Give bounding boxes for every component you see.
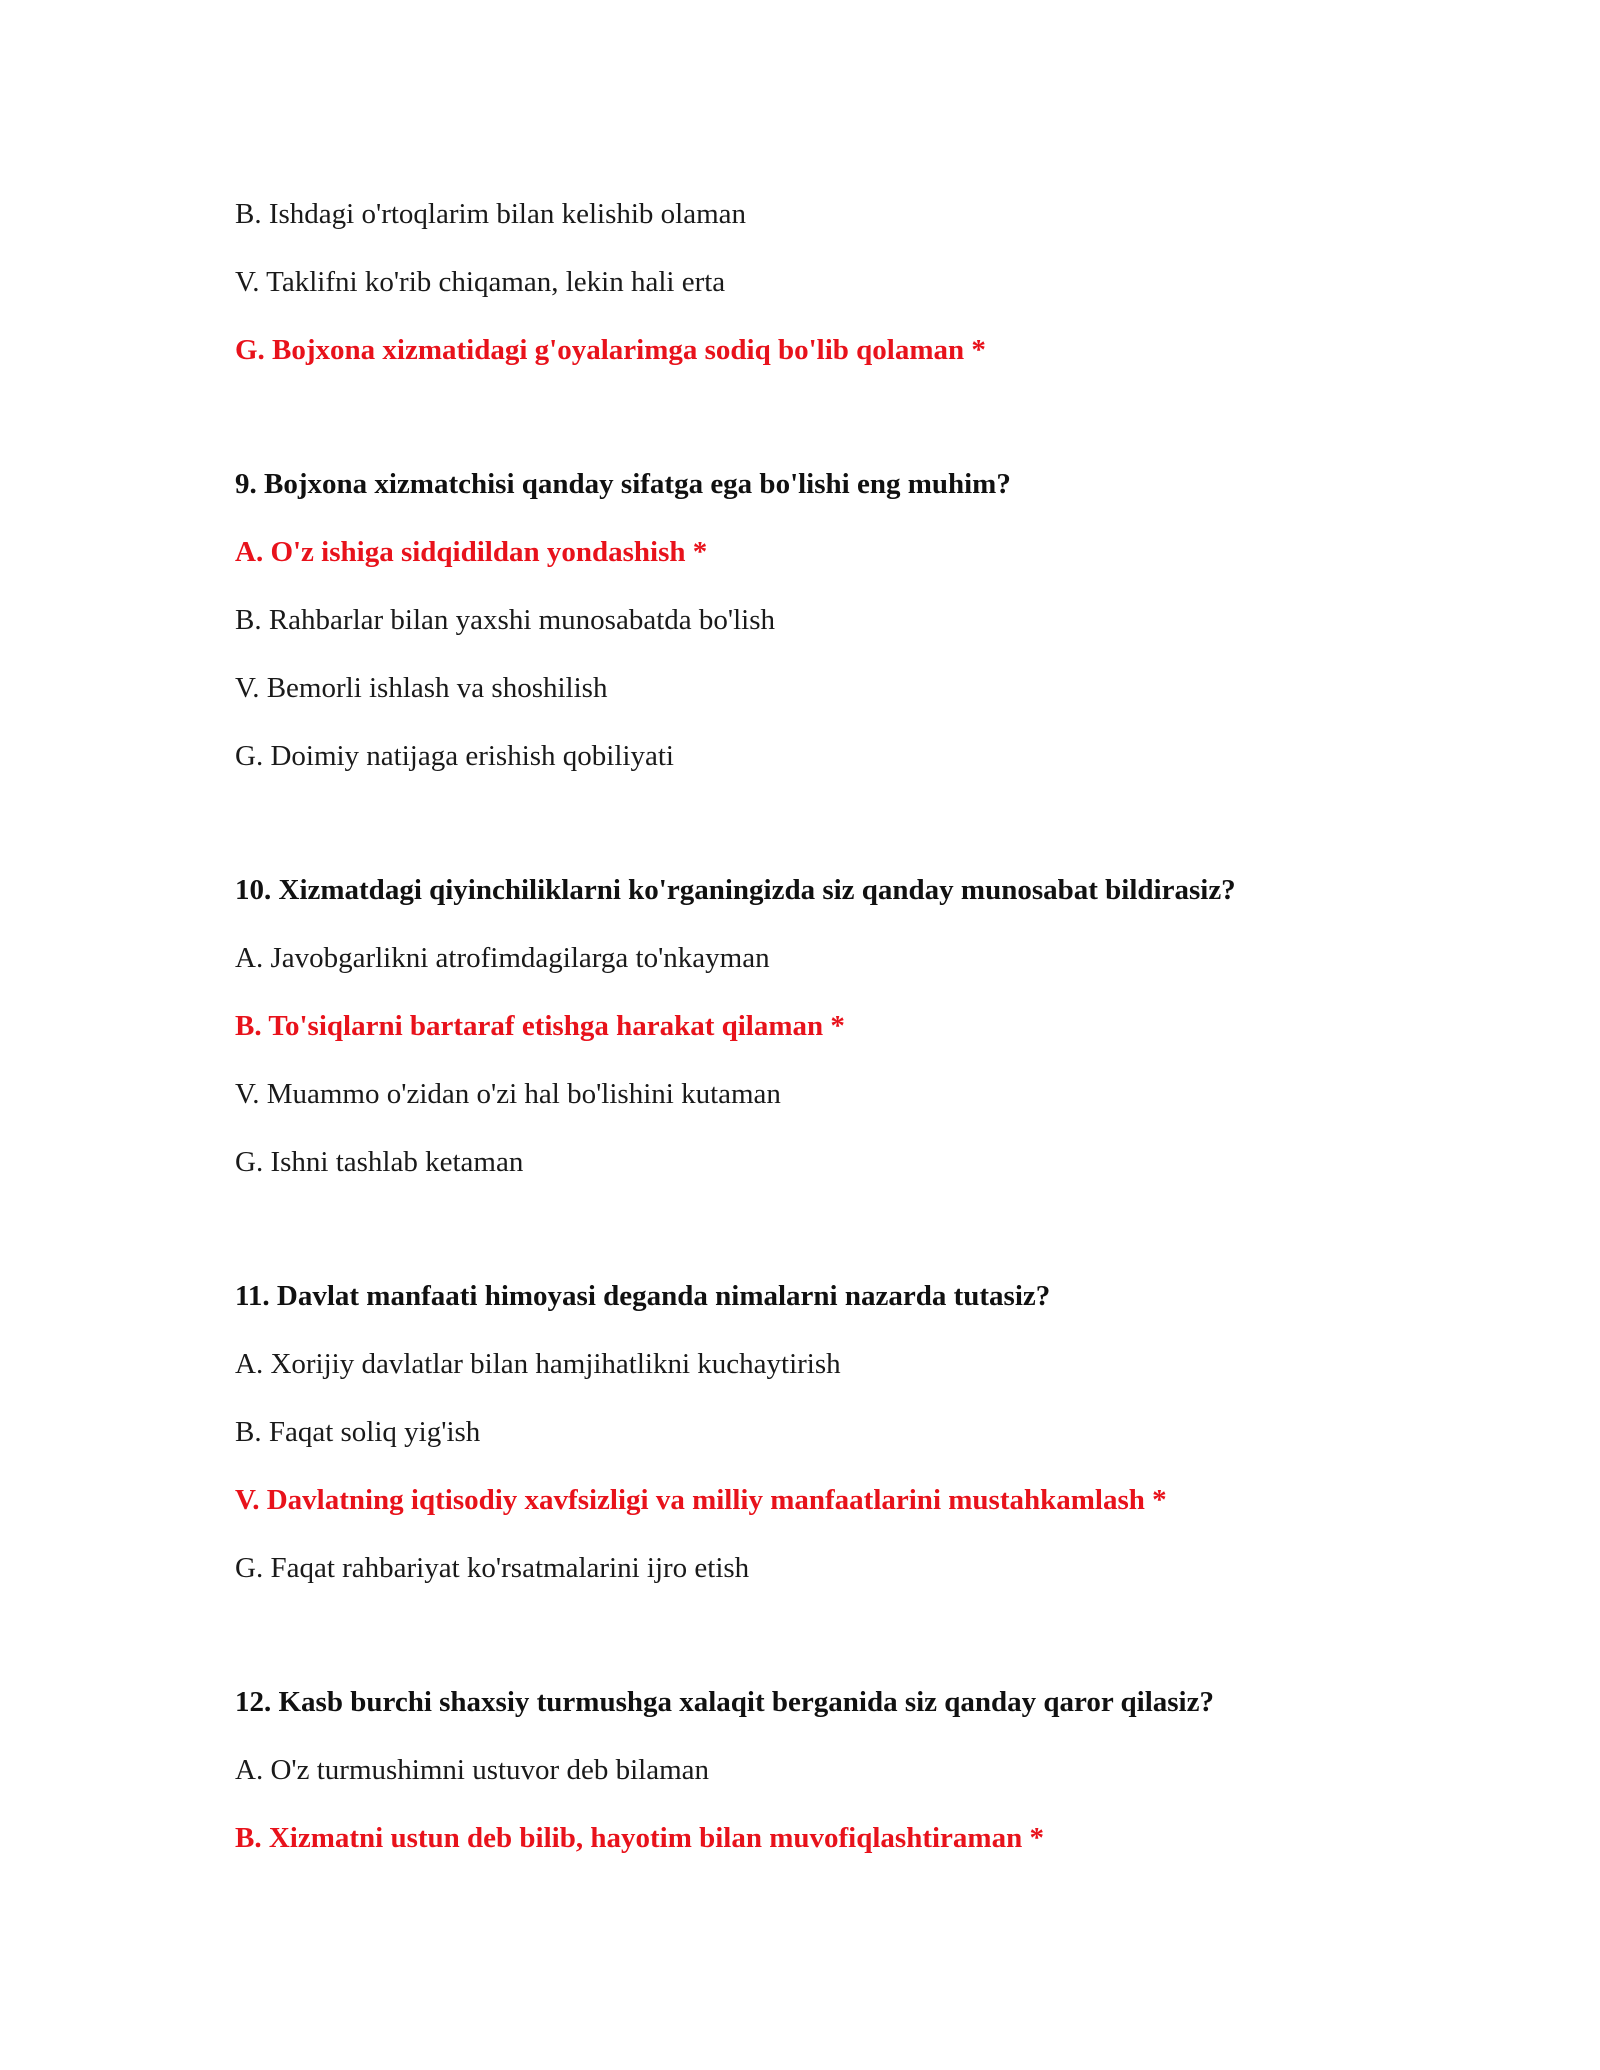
section-gap	[235, 790, 1535, 856]
question-8-continued	[235, 180, 1535, 384]
option-12-a: A. O'z turmushimni ustuvor deb bilaman	[235, 1754, 709, 1786]
option-11-g: G. Faqat rahbariyat ko'rsatmalarini ijro etish	[235, 1552, 750, 1584]
option-12-b-correct: B. Xizmatni ustun deb bilib, hayotim bilan muvofiqlashtiraman *	[235, 1822, 1044, 1854]
section-gap	[235, 1602, 1535, 1668]
question-9-title: 9. Bojxona xizmatchisi qanday sifatga ega bo'lishi eng muhim?	[235, 468, 1011, 500]
option-9-v: V. Bemorli ishlash va shoshilish	[235, 672, 608, 704]
option-11-a: A. Xorijiy davlatlar bilan hamjihatlikni kuchaytirish	[235, 1348, 841, 1380]
option-9-g: G. Doimiy natijaga erishish qobiliyati	[235, 740, 674, 772]
question-11-title: 11. Davlat manfaati himoyasi deganda nimalarni nazarda tutasiz?	[235, 1280, 1051, 1312]
option-11-v-correct: V. Davlatning iqtisodiy xavfsizligi va milliy manfaatlarini mustahkamlash *	[235, 1484, 1167, 1516]
option-8-b: B. Ishdagi o'rtoqlarim bilan kelishib olaman	[235, 198, 747, 230]
option-10-g: G. Ishni tashlab ketaman	[235, 1146, 524, 1178]
question-9	[235, 450, 1535, 790]
section-gap	[235, 1196, 1535, 1262]
option-10-b-correct: B. To'siqlarni bartaraf etishga harakat qilaman *	[235, 1010, 845, 1042]
question-12	[235, 1668, 1535, 1872]
section-gap	[235, 384, 1535, 450]
document-page	[235, 180, 1535, 1872]
question-10-title: 10. Xizmatdagi qiyinchiliklarni ko'rganingizda siz qanday munosabat bildirasiz?	[235, 874, 1236, 906]
option-9-b: B. Rahbarlar bilan yaxshi munosabatda bo'lish	[235, 604, 776, 636]
question-10	[235, 856, 1535, 1196]
option-9-a-correct: A. O'z ishiga sidqidildan yondashish *	[235, 536, 708, 568]
question-11	[235, 1262, 1535, 1602]
question-12-title: 12. Kasb burchi shaxsiy turmushga xalaqit berganida siz qanday qaror qilasiz?	[235, 1686, 1214, 1718]
option-8-v: V. Taklifni ko'rib chiqaman, lekin hali erta	[235, 266, 726, 298]
option-8-g-correct: G. Bojxona xizmatidagi g'oyalarimga sodiq bo'lib qolaman *	[235, 334, 986, 366]
option-10-a: A. Javobgarlikni atrofimdagilarga to'nkayman	[235, 942, 770, 974]
option-10-v: V. Muammo o'zidan o'zi hal bo'lishini kutaman	[235, 1078, 781, 1110]
option-11-b: B. Faqat soliq yig'ish	[235, 1416, 481, 1448]
